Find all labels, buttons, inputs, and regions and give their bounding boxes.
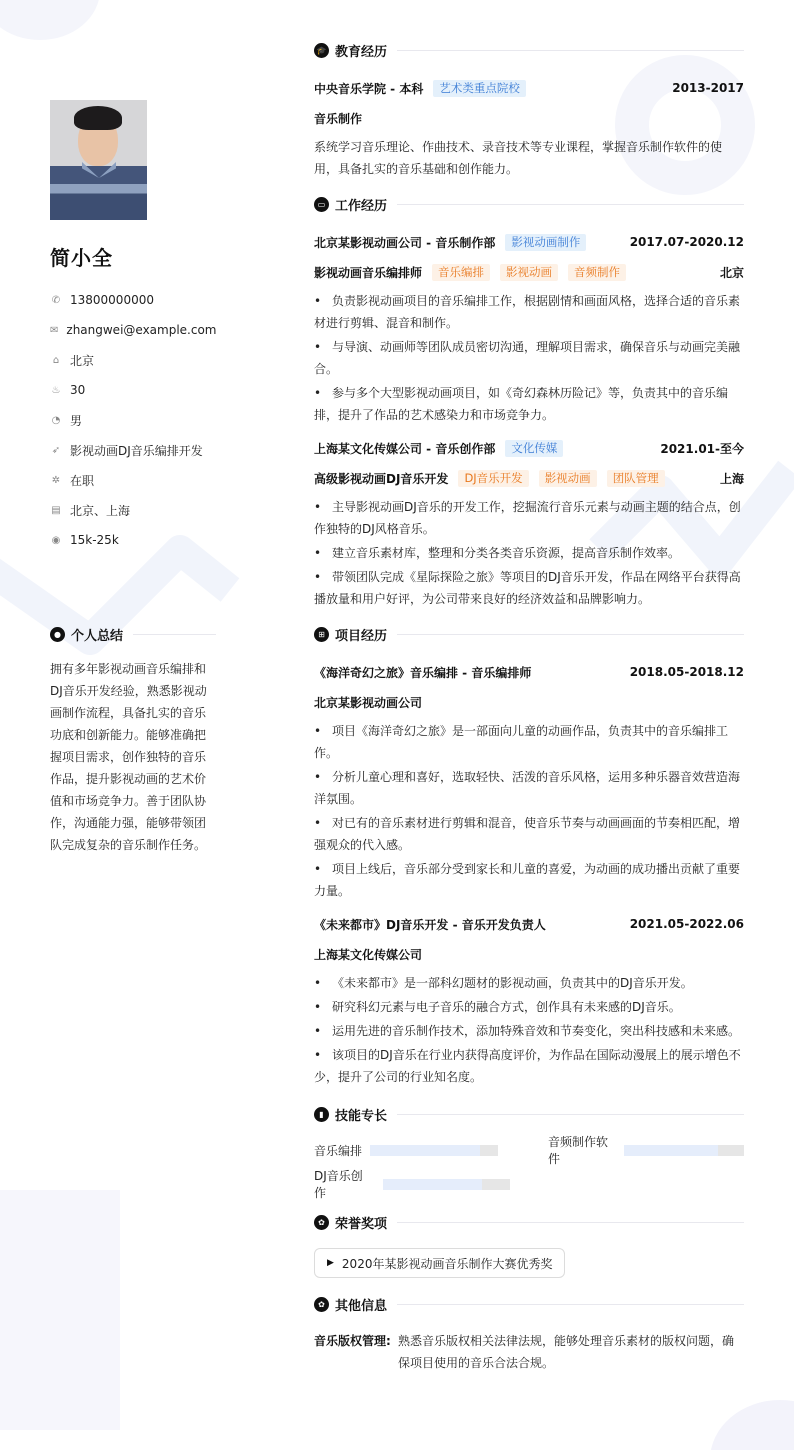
project-header-row: [314, 914, 744, 934]
school-name: 中央音乐学院 - 本科: [314, 81, 424, 96]
bullet-item: [314, 812, 744, 856]
projects-section: [314, 624, 744, 1088]
award-item[interactable]: [314, 1248, 565, 1278]
skill-progress-bar: [624, 1145, 744, 1156]
work-city: 北京: [719, 265, 744, 280]
role-left: [314, 470, 665, 487]
bullet-text: 主导影视动画DJ音乐的开发工作，挖掘流行音乐元素与动画主题的结合点，创作独特的DJ风格音乐。: [314, 500, 741, 536]
bullet-text: 对已有的音乐素材进行剪辑和混音，使音乐节奏与动画画面的节奏相匹配，增强观众的代入感。: [314, 816, 741, 852]
education-section: [314, 40, 744, 180]
grid-icon: ⊞: [314, 627, 329, 642]
contact-info-row: [50, 375, 216, 405]
play-triangle-icon: ▶: [327, 1258, 334, 1268]
other-info-row: [314, 1330, 744, 1374]
section-header: [314, 1104, 744, 1124]
user-icon: ●: [50, 627, 65, 642]
section-title: 项目经历: [335, 628, 388, 644]
skill-tag: 团队管理: [607, 470, 665, 487]
section-header: [314, 40, 744, 60]
work-date: 2021.01-至今: [660, 441, 744, 456]
info-icon: ✿: [314, 1297, 329, 1312]
work-item: [314, 232, 744, 426]
section-divider: [397, 50, 744, 51]
cake-icon: ♨: [51, 384, 61, 396]
skill-item: [314, 1169, 510, 1200]
section-divider: [397, 204, 744, 205]
bullet-item: [314, 996, 744, 1018]
contact-info-row: [50, 405, 216, 435]
skill-progress-bar: [383, 1179, 510, 1190]
work-list: [314, 232, 744, 610]
skill-tag: 影视动画: [539, 470, 597, 487]
school-tag: 艺术类重点院校: [433, 80, 526, 97]
bullet-text: 研究科幻元素与电子音乐的融合方式，创作具有未来感的DJ音乐。: [332, 1000, 681, 1014]
bullet-dot: •: [314, 816, 322, 830]
project-name: 《海洋奇幻之旅》音乐编排 - 音乐编排师: [314, 665, 532, 680]
main-content: [314, 40, 744, 1374]
bullet-item: [314, 566, 744, 610]
bullet-text: 该项目的DJ音乐在行业内获得高度评价，为作品在国际动漫展上的展示增色不少，提升了公司的行业知名度。: [314, 1048, 741, 1084]
bullet-item: [314, 290, 744, 334]
other-info-key: 音乐版权管理:: [314, 1334, 391, 1348]
job-title: 影视动画音乐编排师: [314, 265, 423, 280]
phone-icon: ✆: [51, 294, 61, 306]
briefcase-icon: ▭: [314, 197, 329, 212]
section-divider: [397, 1114, 744, 1115]
education-header-row: [314, 78, 744, 98]
contact-info-row: [50, 495, 216, 525]
skill-progress-fill: [370, 1145, 480, 1156]
bullet-dot: •: [314, 500, 322, 514]
education-date: 2013-2017: [672, 81, 744, 95]
role-left: [314, 264, 626, 281]
bullet-text: 参与多个大型影视动画项目，如《奇幻森林历险记》等，负责其中的音乐编排，提升了作品的艺术感染力和市场竞争力。: [314, 386, 729, 422]
home-icon: ⌂: [52, 354, 60, 366]
skill-item: [314, 1140, 510, 1160]
bullet-item: [314, 336, 744, 380]
skill-progress-bar: [370, 1145, 498, 1156]
project-company: 北京某影视动画公司: [314, 695, 423, 710]
status-icon: ✲: [51, 474, 61, 486]
decor-rect: [0, 1190, 120, 1430]
contact-info-row: [50, 525, 216, 555]
award-icon: ✿: [314, 1215, 329, 1230]
contact-info-value: zhangwei@example.com: [66, 323, 217, 337]
project-list: [314, 662, 744, 1088]
project-bullets: [314, 720, 744, 902]
work-city: 上海: [719, 471, 744, 486]
job-title: 高级影视动画DJ音乐开发: [314, 471, 449, 486]
contact-info-row: [50, 315, 216, 345]
bullet-item: [314, 972, 744, 994]
skills-section: [314, 1104, 744, 1200]
bullet-dot: •: [314, 340, 322, 354]
bullet-dot: •: [314, 294, 322, 308]
project-company-row: [314, 944, 744, 964]
section-header: [314, 194, 744, 214]
other-info-value: 熟悉音乐版权相关法律法规，能够处理音乐素材的版权问题，确保项目使用的音乐合法合规。: [398, 1334, 735, 1370]
award-text: 2020年某影视动画音乐制作大赛优秀奖: [341, 1256, 553, 1271]
bullet-dot: •: [314, 386, 322, 400]
project-item: [314, 662, 744, 902]
project-company: 上海某文化传媒公司: [314, 947, 423, 962]
role-row: [314, 468, 744, 488]
bullet-text: 项目上线后，音乐部分受到家长和儿童的喜爱，为动画的成功播出贡献了重要力量。: [314, 862, 741, 898]
project-bullets: [314, 972, 744, 1088]
contact-info-value: 北京: [70, 353, 95, 368]
section-header: [314, 1294, 744, 1314]
skill-tag: DJ音乐开发: [458, 470, 528, 487]
project-date: 2021.05-2022.06: [629, 917, 744, 931]
bullet-dot: •: [314, 1000, 322, 1014]
bullet-item: [314, 382, 744, 426]
bullet-text: 建立音乐素材库，整理和分类各类音乐资源，提高音乐制作效率。: [332, 546, 681, 560]
project-name: 《未来都市》DJ音乐开发 - 音乐开发负责人: [314, 917, 546, 932]
bullet-text: 带领团队完成《星际探险之旅》等项目的DJ音乐开发，作品在网络平台获得高播放量和用户好评，为公司带来良好的经济效益和品牌影响力。: [314, 570, 741, 606]
building-icon: ▤: [51, 504, 61, 516]
work-header-left: [314, 234, 586, 251]
bar-chart-icon: ▮: [314, 1107, 329, 1122]
project-header-row: [314, 662, 744, 682]
major: 音乐制作: [314, 111, 363, 126]
major-row: [314, 108, 744, 128]
skill-item: [548, 1135, 744, 1166]
awards-section: [314, 1212, 744, 1278]
skill-label: 音频制作软件: [548, 1135, 609, 1166]
bullet-text: 运用先进的音乐制作技术，添加特殊音效和节奏变化，突出科技感和未来感。: [332, 1024, 741, 1038]
skill-progress-fill: [624, 1145, 718, 1156]
mail-icon: ✉: [50, 324, 59, 336]
contact-info-list: [50, 285, 216, 555]
bullet-item: [314, 496, 744, 540]
section-divider: [133, 634, 216, 635]
bullet-item: [314, 1044, 744, 1088]
industry-tag: 文化传媒: [505, 440, 563, 457]
work-header-left: [314, 440, 563, 457]
bullet-text: 分析儿童心理和喜好，选取轻快、活泼的音乐风格，运用多种乐器音效营造海洋氛围。: [314, 770, 741, 806]
avatar-photo: [50, 100, 147, 220]
gender-icon: ◔: [51, 414, 61, 426]
bullet-dot: •: [314, 976, 322, 990]
contact-info-value: 13800000000: [70, 293, 154, 307]
profile-sidebar: [50, 100, 216, 555]
bullet-dot: •: [314, 570, 322, 584]
bullet-item: [314, 1020, 744, 1042]
section-header: [50, 624, 216, 644]
project-item: [314, 914, 744, 1088]
salary-icon: ◉: [51, 534, 61, 546]
work-date: 2017.07-2020.12: [629, 235, 744, 249]
work-header-row: [314, 438, 744, 458]
bullet-dot: •: [314, 770, 322, 784]
section-title: 个人总结: [71, 628, 124, 644]
industry-tag: 影视动画制作: [505, 234, 586, 251]
project-date: 2018.05-2018.12: [629, 665, 744, 679]
summary-text: 拥有多年影视动画音乐编排和DJ音乐开发经验，熟悉影视动画制作流程，具备扎实的音乐功底和创新能力。能够准确把握项目需求，创作独特的音乐作品，提升影视动画的艺术价值和市场竞争力。善于团队协作，沟通能力强，能够带领团队完成复杂的音乐制作任务。: [50, 662, 207, 852]
send-icon: ➶: [51, 444, 61, 456]
personal-summary-section: [50, 624, 216, 856]
bullet-dot: •: [314, 862, 322, 876]
skill-label: 音乐编排: [314, 1143, 363, 1158]
company-name: 北京某影视动画公司 - 音乐制作部: [314, 235, 496, 250]
graduation-cap-icon: 🎓: [314, 43, 329, 58]
bullet-text: 项目《海洋奇幻之旅》是一部面向儿童的动画作品，负责其中的音乐编排工作。: [314, 724, 729, 760]
bullet-text: 与导演、动画师等团队成员密切沟通，理解项目需求，确保音乐与动画完美融合。: [314, 340, 741, 376]
section-divider: [397, 1222, 744, 1223]
decor-circle-bottom: [710, 1400, 794, 1450]
bullet-dot: •: [314, 724, 322, 738]
section-title: 教育经历: [335, 44, 388, 60]
award-list: [314, 1248, 744, 1278]
bullet-dot: •: [314, 546, 322, 560]
work-header-row: [314, 232, 744, 252]
contact-info-row: [50, 285, 216, 315]
candidate-name: 简小全: [50, 246, 113, 270]
decor-circle: [0, 0, 100, 40]
contact-info-value: 北京、上海: [70, 503, 131, 518]
contact-info-row: [50, 435, 216, 465]
bullet-text: 负责影视动画项目的音乐编排工作，根据剧情和画面风格，选择合适的音乐素材进行剪辑、混音和制作。: [314, 294, 741, 330]
bullet-dot: •: [314, 1048, 322, 1062]
other-info-list: [314, 1330, 744, 1374]
role-row: [314, 262, 744, 282]
section-title: 其他信息: [335, 1298, 388, 1314]
section-title: 工作经历: [335, 198, 388, 214]
contact-info-value: 30: [70, 383, 86, 397]
skill-tag: 影视动画: [500, 264, 558, 281]
company-name: 上海某文化传媒公司 - 音乐创作部: [314, 441, 496, 456]
contact-info-value: 影视动画DJ音乐编排开发: [70, 443, 203, 458]
bullet-item: [314, 766, 744, 810]
education-description: 系统学习音乐理论、作曲技术、录音技术等专业课程，掌握音乐制作软件的使用，具备扎实的音乐基础和创作能力。: [314, 140, 723, 176]
bullet-item: [314, 858, 744, 902]
section-header: [314, 624, 744, 644]
section-divider: [397, 634, 744, 635]
contact-info-value: 15k-25k: [70, 533, 119, 547]
section-title: 荣誉奖项: [335, 1216, 388, 1232]
work-bullets: [314, 290, 744, 426]
contact-info-row: [50, 465, 216, 495]
bullet-item: [314, 542, 744, 564]
section-header: [314, 1212, 744, 1232]
skill-list: [314, 1135, 744, 1200]
work-bullets: [314, 496, 744, 610]
work-item: [314, 438, 744, 610]
contact-info-value: 男: [70, 413, 83, 428]
skill-progress-fill: [383, 1179, 482, 1190]
skill-label: DJ音乐创作: [314, 1169, 363, 1200]
bullet-text: 《未来都市》是一部科幻题材的影视动画，负责其中的DJ音乐开发。: [332, 976, 693, 990]
bullet-item: [314, 720, 744, 764]
contact-info-row: [50, 345, 216, 375]
project-company-row: [314, 692, 744, 712]
bullet-dot: •: [314, 1024, 322, 1038]
other-info-section: [314, 1294, 744, 1374]
skill-tag: 音乐编排: [432, 264, 490, 281]
section-title: 技能专长: [335, 1108, 388, 1124]
section-divider: [397, 1304, 744, 1305]
contact-info-value: 在职: [70, 473, 95, 488]
work-section: [314, 194, 744, 610]
skill-tag: 音频制作: [568, 264, 626, 281]
